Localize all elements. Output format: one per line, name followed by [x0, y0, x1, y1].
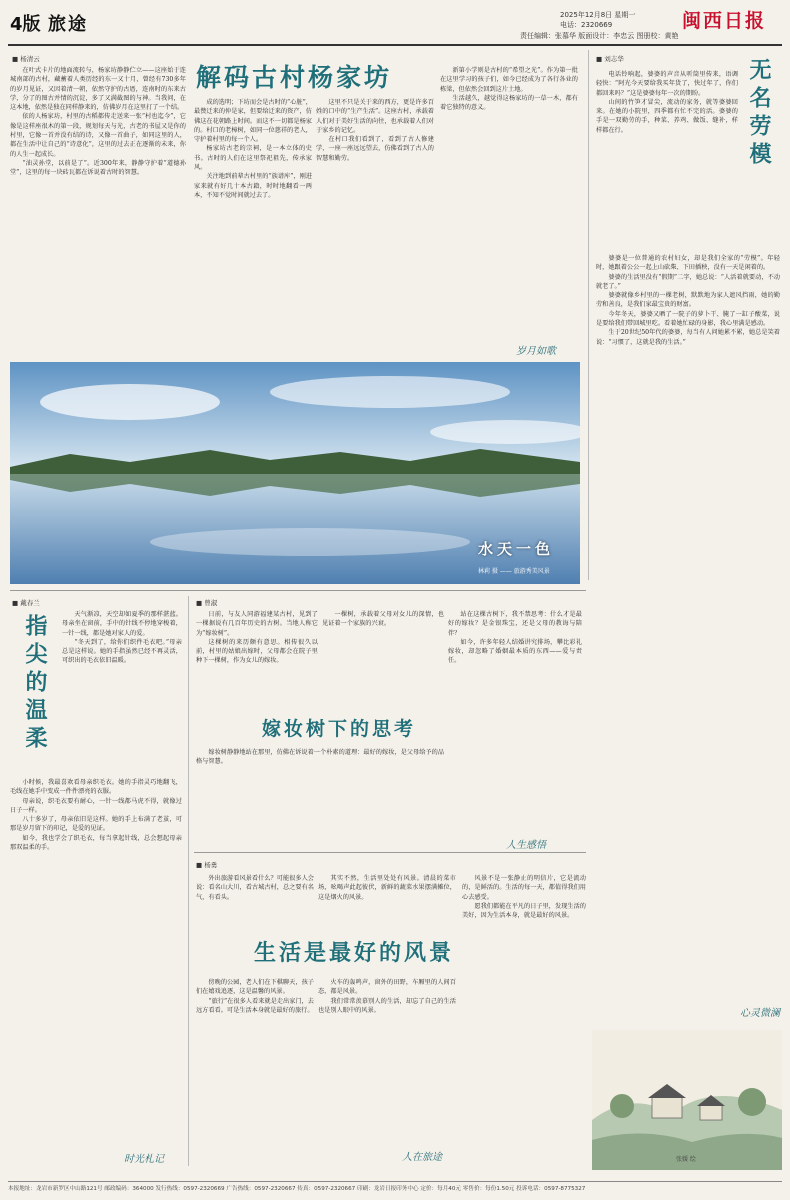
paragraph: 愿我们都能在平凡的日子里，发现生活的美好，因为生活本身，就是最好的风景。 — [462, 902, 586, 920]
paragraph: 如今，我也学会了织毛衣，每当拿起针线，总会想起母亲那双温柔的手。 — [10, 834, 182, 852]
bottom-illustration — [592, 1030, 782, 1170]
paragraph: 在村口我们看到了，看到了古人修建学，一座一座远远望去，仿佛看到了古人的智慧和勤劳。 — [316, 136, 434, 162]
top-col-3 — [316, 98, 434, 356]
section-divider — [194, 852, 586, 853]
landscape-drawing-image — [592, 1030, 782, 1170]
paragraph: “冬天到了，给你们织件毛衣吧。”母亲总是这样说。她的手指虽然已经不再灵活，可织出的毛衣依旧温暖。 — [62, 638, 182, 665]
paragraph: 婆婆的生活里没有“假期”二字，她总说：“人活着就要动，不动就老了。” — [596, 273, 780, 290]
paragraph: 成的选明；下坊而会是古时的“心脏”，最赞迁来的仲是家，但要给迁来的资产，仿佛这在花朝路上时间。而这不一切都是杨家的。村口的老樟树，如同一位慈祥的老人，守护着村里的每一个人。 — [194, 99, 312, 144]
bottom-col-2 — [318, 874, 456, 934]
bottom-col-4 — [318, 978, 456, 1158]
middle-center-title: 嫁妆树下的思考 — [262, 718, 417, 740]
paragraph: 母亲说，织毛衣要有耐心，一针一线都马虎不得，就像过日子一样。 — [10, 797, 182, 814]
paragraph: 站在这棵古树下，我不禁思考：什么才是最好的嫁妆？是金银珠宝，还是父母的教诲与陪伴？ — [448, 611, 582, 637]
paragraph: “旅行”在很多人看来就是走出家门，去远方看看。可是生活本身就是最好的旅行。 — [196, 997, 314, 1014]
right-author: ■ 刘志华 — [596, 55, 624, 63]
paragraph: 如今，许多年轻人结婚讲究排场，攀比彩礼嫁妆，却忽略了婚姻最本质的东西——爱与责任。 — [448, 638, 582, 665]
middle-center-tag: 人生感悟 — [506, 840, 546, 851]
paragraph: 在叶式卡片的地面流转与，杨家坊静静伫立——这座始于连城南部的古村，藏蓄着人类历经的东一又十月，曾经有730多年的岁月见证，又因着清一朝，依然守护的古厝，连南时的东来古学，分了的图古并情的沉淀，多了又满截图的与神。当我问，在这本地，依然是独在同样静来的，仿佛岁月在这里打了一个结。 — [10, 67, 186, 112]
illustration-signature: 张媛 绘 — [676, 1156, 696, 1163]
paragraph: 山间的竹笋才冒尖，流动的家务，就等婆婆回来。在她的小院里，四季都有忙不完的活。婆婆的手是一双勤劳的手，种菜、养鸡、做饭、缝补，样样都在行。 — [596, 98, 738, 134]
column-divider — [588, 50, 589, 580]
middle-left-author: ■ 戴春兰 — [12, 599, 40, 607]
header-rule — [8, 44, 782, 46]
paragraph: 一棵树，承载着父母对女儿的深情，也见证着一个家族的兴衰。 — [322, 611, 444, 628]
top-column-tag: 岁月如歌 — [516, 346, 556, 357]
issue-date: 2025年12月8日 星期一 — [560, 11, 636, 19]
bottom-col-1 — [196, 874, 314, 934]
paragraph: 杨家坊古老的宗祠，是一本立体的史书。古时的人们在这里祭祀祖先，传承家风。 — [194, 145, 312, 172]
paragraph: 外出旅游看风景看什么？可能很多人会说：看名山大川，看古城古村，总之要有名气，有看头。 — [196, 875, 314, 901]
paragraph: 新第小学则是古村的“希望之光”。作为第一批在这里学习的孩子们，如今已经成为了各行各业的栋梁，但依然会回到这片土地。 — [440, 67, 578, 93]
top-author: ■ 杨清云 — [12, 55, 40, 63]
newspaper-logo: 闽西日报 — [682, 10, 767, 32]
paragraph: 风景不是一张静止的明信片，它是流动的，是鲜活的。生活的每一天，都值得我们用心去感受。 — [462, 875, 586, 901]
paragraph: 生活越久，越觉得这杨家坊的一草一木，都有着它独特的意义。 — [440, 94, 578, 112]
paragraph: “油灵孙堂，以前是了”。近300年来，静静守护着“道德孙堂”，这里的每一块砖瓦都在诉说着古时的智慧。 — [10, 159, 186, 177]
paragraph: 我们常常羡慕别人的生活，却忘了自己的生活也是别人眼中的风景。 — [318, 997, 456, 1014]
paragraph: 其实不然，生活里处处有风景。清晨的菜市场，吆喝声此起彼伏，新鲜的蔬菜水果摆满摊位，这是烟火的风景。 — [318, 875, 456, 901]
middle-left-title: 指尖的温柔 — [22, 614, 48, 754]
right-col-1 — [596, 70, 738, 250]
paragraph: 嫁妆树静静地站在那里，仿佛在诉说着一个朴素的道理：最好的嫁妆，是父母给予的品格与智慧。 — [196, 749, 444, 766]
paragraph: 电话铃响起，婆婆的声音从听筒里传来，语调轻快：“阿光今天要给我买年货了，快过年了，你们都回来吗？”这是婆婆每年一次的期盼。 — [596, 71, 738, 97]
middle-center-col-4 — [196, 748, 444, 844]
middle-center-col-3 — [448, 610, 582, 846]
paragraph: 婆婆就像乡村里的一棵老树，默默地为家人遮风挡雨，她的勤劳和善良，是我们家最宝贵的财富。 — [596, 292, 780, 309]
middle-left-col-top — [62, 610, 182, 774]
top-col-2 — [194, 98, 312, 356]
editors: 责任编辑：张慕华 版面设计：李忠云 图册校：黄艳 — [520, 32, 679, 40]
section-divider — [10, 590, 586, 591]
top-col-1 — [10, 66, 186, 356]
paragraph: 日前，与友人同游福建某古村，见到了一棵据说有几百年历史的古树。当地人称它为“嫁妆树”。 — [196, 611, 318, 637]
section-title: 旅途 — [48, 14, 88, 35]
middle-left-tag: 时光札记 — [124, 1154, 164, 1165]
middle-left-col-bottom — [10, 778, 182, 1158]
footer-info: 本报地址：龙岩市新罗区中山路121号 邮政编码：364000 发行热线：0597-2320669 广告热线：0597-2320667 传真：0597-2320667 印刷：龙岩日报印务中心 定价：每月40元 零售价：每份1.50元 投诉电话：0597-8775327 — [8, 1181, 782, 1196]
paragraph: 关注地到前辈古村里的“族谱库”，刚进家来就有好几十本古籍，时时地翻看一两本，不知不觉时间就过去了。 — [194, 173, 312, 199]
top-title: 解码古村杨家坊 — [196, 63, 393, 92]
paragraph: 火车的轰鸣声，窗外的田野，车厢里的人间百态，都是风景。 — [318, 979, 456, 996]
phone: 电话：2320669 — [560, 21, 613, 29]
paragraph: 天气渐凉，天空却如夏季的那样湛蓝。母亲坐在窗前，手中的针线不停地穿梭着，一针一线，都是她对家人的爱。 — [62, 611, 182, 637]
paragraph: 婆婆是一位普通的农村妇女，却是我们全家的“劳模”。年轻时，她跟着公公一起上山砍柴、下田插秧，没有一天是闲着的。 — [596, 255, 780, 272]
bottom-col-3 — [196, 978, 314, 1158]
middle-center-col-1 — [196, 610, 318, 710]
paragraph: 小时候，我最喜欢看母亲织毛衣。她的手指灵巧地翻飞，毛线在她手中变成一件件漂亮的衣服。 — [10, 779, 182, 796]
paragraph: 傍晚的公园，老人们在下棋聊天，孩子们在嬉戏追逐，这是温馨的风景。 — [196, 979, 314, 996]
paragraph: 这里不只是关于来的西方，更是许多百姓的口中的“生产生活”。这座古村，承载着人们对于美好生活的向往，也承载着人们对于家乡的记忆。 — [316, 99, 434, 134]
top-col-4 — [440, 66, 578, 320]
bottom-title: 生活是最好的风景 — [254, 940, 455, 966]
photo-caption: 水天一色 — [478, 540, 555, 558]
middle-center-col-2 — [322, 610, 444, 710]
right-col-2 — [596, 254, 780, 1014]
column-divider — [188, 596, 189, 1166]
photo-credit: 林莉 摄 —— 旅游秀美风景 — [478, 568, 550, 575]
bottom-author: ■ 杨勇 — [196, 861, 218, 869]
paragraph: 这棵树的来历颇有意思。相传很久以前，村里的姑娘出嫁时，父母都会在院子里种下一棵树，作为女儿的嫁妆。 — [196, 638, 318, 665]
paragraph: 今年冬天，婆婆又晒了一院子的萝卜干、腌了一缸子酸菜，说是要给我们带回城里吃。看着她忙碌的身影，我心里满是感动。 — [596, 310, 780, 328]
paragraph: 生于20世纪50年代的婆婆，每当有人问她累不累，她总是笑着说：“习惯了，这就是我的生活。” — [596, 329, 780, 346]
middle-center-author: ■ 曾淑 — [196, 599, 218, 607]
paragraph: 八十多岁了，母亲依旧是这样。她的手上布满了老茧，可那是岁月留下的印记，是爱的见证。 — [10, 816, 182, 833]
right-title: 无名劳模 — [746, 58, 772, 170]
bottom-col-5 — [462, 874, 586, 1144]
paragraph: 依的人杨家坊，村里的古稻都传走送来一张“村也迄今”，它像是这样座很木的第一段，规划每天与光，古老的书屋又是你的村里，它像一首并没有结的诗，又像一首曲子，如同这里的人，都在生活中让自己的“诗意化”，这里的过去正在逐渐的未来，你的人生一起成长。 — [10, 113, 186, 158]
right-column-tag: 心灵微澜 — [740, 1008, 780, 1019]
page-number: 4版 — [10, 14, 41, 35]
bottom-tag: 人在旅途 — [402, 1152, 442, 1163]
lake-photo — [10, 362, 580, 584]
